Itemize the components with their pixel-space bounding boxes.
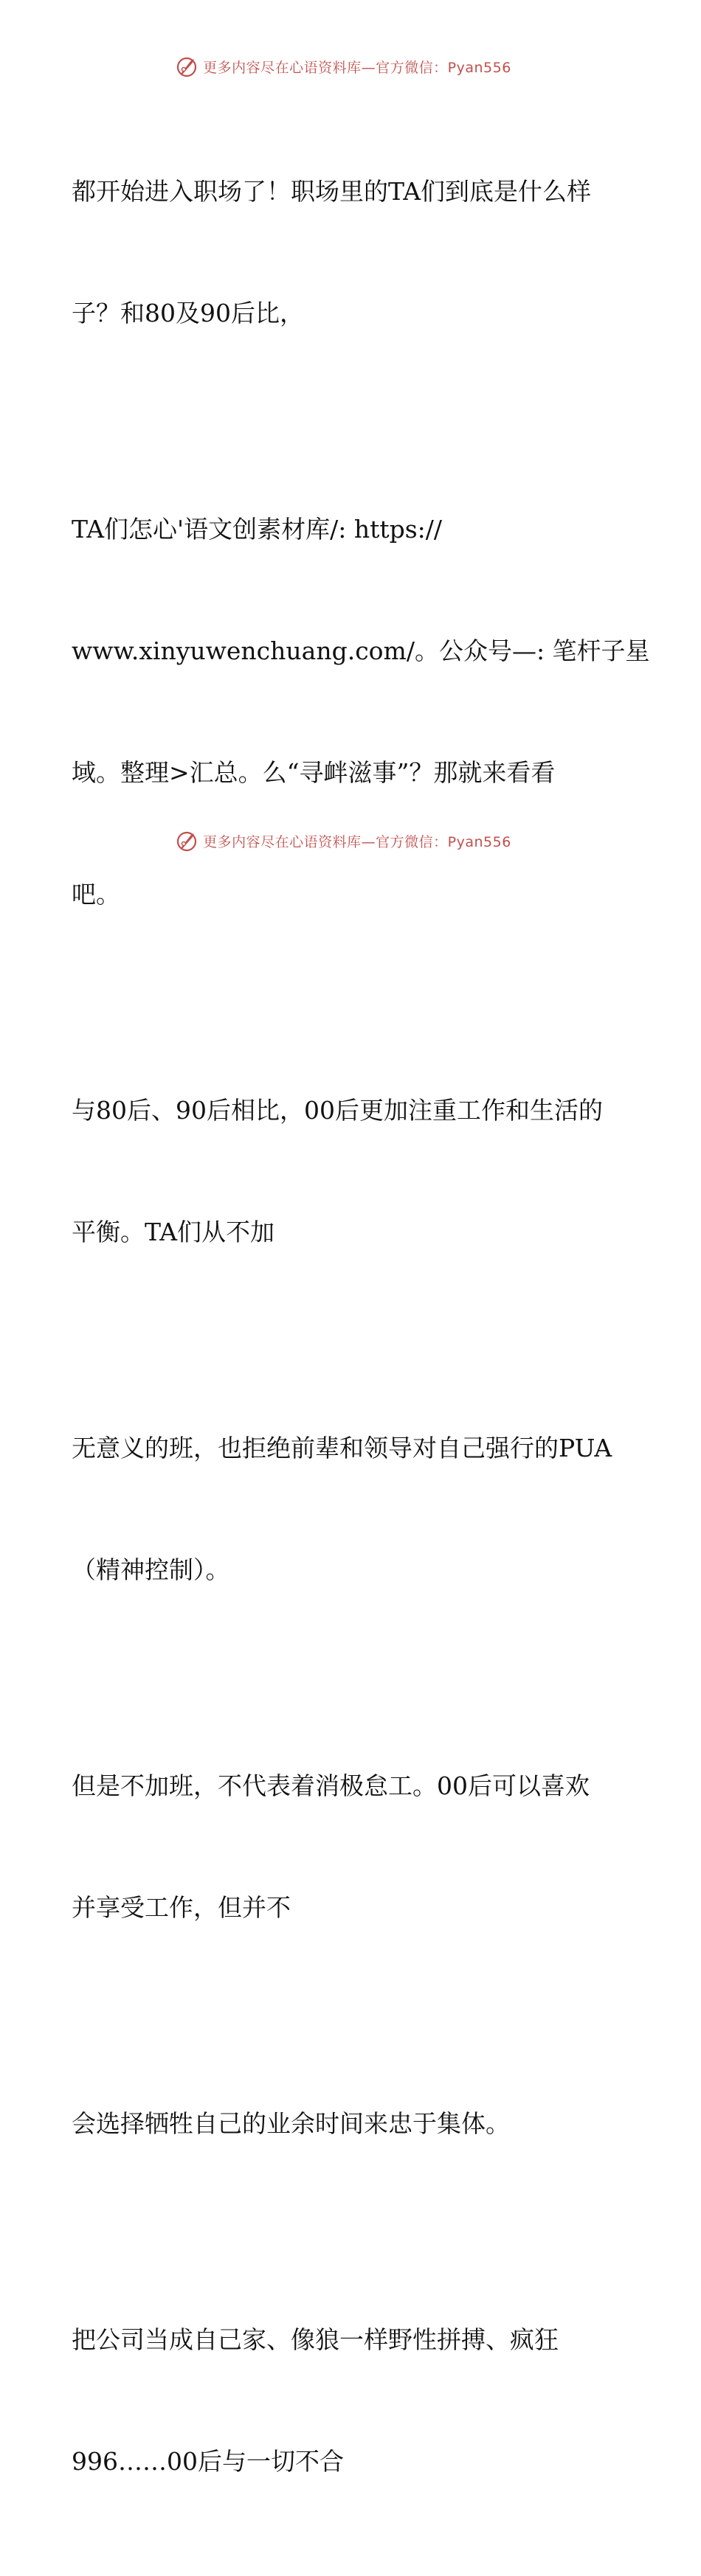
paragraph-1 xyxy=(72,90,632,414)
header-banner xyxy=(0,52,701,81)
quill-pen-logo-icon xyxy=(175,55,198,78)
quill-pen-logo-icon xyxy=(175,829,198,853)
text-line: 把公司当成自己家、像狼一样野性拼搏、疯狂 xyxy=(72,2325,559,2354)
paragraph-6 xyxy=(72,2022,632,2225)
text-line: 无意义的班，也拒绝前辈和领导对自己强行的PUA xyxy=(72,1434,612,1462)
footer-banner xyxy=(0,826,701,855)
text-line: www.xinyuwenchuang.com/。公众号—: 笔杆子星 xyxy=(72,636,650,665)
text-line: 但是不加班，不代表着消极怠工。00后可以喜欢 xyxy=(72,1771,590,1800)
text-line: 吧。 xyxy=(72,880,120,909)
banner-text: 更多内容尽在心语资料库—官方微信：Pyan556 xyxy=(203,833,511,850)
banner-text: 更多内容尽在心语资料库—官方微信：Pyan556 xyxy=(203,59,511,76)
paragraph-2 xyxy=(72,428,650,996)
text-line: （精神控制）。 xyxy=(72,1555,230,1584)
text-line: 平衡。TA们从不加 xyxy=(72,1218,275,1246)
text-line: 域。整理>汇总。么“寻衅滋事”？那就来看看 xyxy=(72,758,556,787)
paragraph-4 xyxy=(72,1347,632,1671)
text-line: 并享受工作，但并不 xyxy=(72,1893,291,1922)
paragraph-5 xyxy=(72,1684,632,2009)
paragraph-3 xyxy=(72,1009,632,1333)
document-body xyxy=(72,90,650,2576)
text-line: 与80后、90后相比，00后更加注重工作和生活的 xyxy=(72,1096,603,1125)
text-line: 都开始进入职场了！职场里的TA们到底是什么样 xyxy=(72,177,592,206)
text-line: TA们怎心'语文创素材库/: https:// xyxy=(72,515,443,544)
paragraph-7 xyxy=(72,2238,632,2563)
text-line: 会选择牺牲自己的业余时间来忠于集体。 xyxy=(72,2109,510,2138)
text-line: 子？和80及90后比， xyxy=(72,299,304,327)
text-line: 996……00后与一切不合 xyxy=(72,2447,344,2476)
